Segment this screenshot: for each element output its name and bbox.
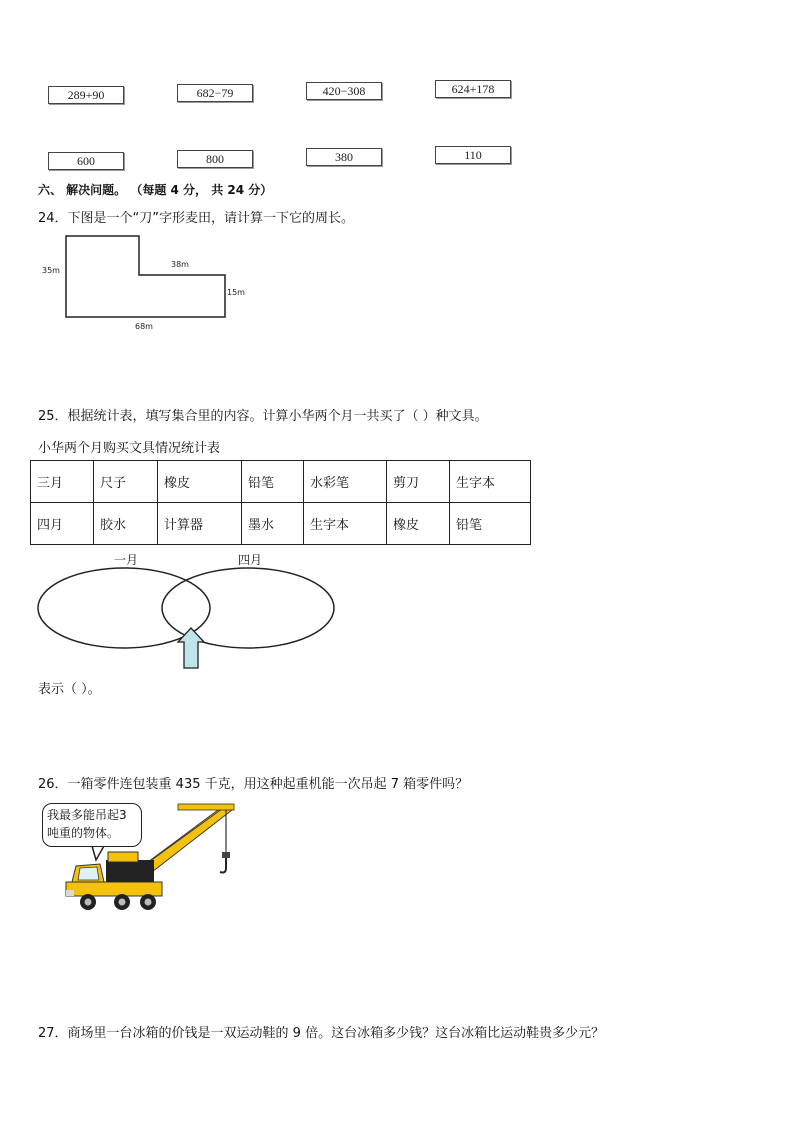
expression-box: 289+90 (48, 86, 124, 104)
table-row (31, 461, 531, 503)
table-row (31, 503, 531, 545)
label-top: 38m (171, 260, 189, 269)
expression-box: 682−79 (177, 84, 253, 102)
table-cell: 橡皮 (387, 503, 450, 545)
section-title: 六、 解决问题。 （每题 4 分， 共 24 分） (38, 183, 273, 197)
result-box: 800 (177, 150, 253, 168)
question-24: 24．下图是一个“刀”字形麦田，请计算一下它的周长。 (38, 211, 355, 226)
table-cell: 四月 (31, 503, 94, 545)
table-cell: 墨水 (242, 503, 304, 545)
table-cell: 计算器 (158, 503, 242, 545)
table-cell: 铅笔 (242, 461, 304, 503)
result-box: 110 (435, 146, 511, 164)
result-box: 380 (306, 148, 382, 166)
table-cell: 铅笔 (450, 503, 531, 545)
table-title: 小华两个月购买文具情况统计表 (38, 441, 221, 456)
table-cell: 三月 (31, 461, 94, 503)
table-cell: 橡皮 (158, 461, 242, 503)
question-26: 26．一箱零件连包装重 435 千克，用这种起重机能一次吊起 7 箱零件吗？ (38, 777, 469, 792)
expression-box: 624+178 (435, 80, 511, 98)
stationery-table (30, 460, 531, 545)
bubble-line: 吨重的物体。 (47, 826, 120, 840)
table-cell: 胶水 (94, 503, 158, 545)
venn-right-label: 四月 (238, 553, 263, 567)
label-left: 35m (42, 266, 60, 275)
table-cell: 生字本 (304, 503, 387, 545)
expression-box: 420−308 (306, 82, 382, 100)
bubble-tail (92, 846, 104, 860)
label-bottom: 68m (135, 322, 153, 331)
table-cell: 尺子 (94, 461, 158, 503)
venn-left-label: 一月 (114, 553, 139, 567)
table-cell: 生字本 (450, 461, 531, 503)
table-cell: 剪刀 (387, 461, 450, 503)
speech-bubble (42, 803, 142, 847)
bubble-line: 我最多能吊起3 (47, 808, 127, 822)
arrow-caption: 表示（ ）。 (38, 682, 101, 697)
label-right: 15m (227, 288, 245, 297)
field-shape (66, 236, 225, 317)
question-27: 27．商场里一台冰箱的价钱是一双运动鞋的 9 倍。这台冰箱多少钱？这台冰箱比运动鞋贵多少元？ (38, 1026, 605, 1041)
table-cell: 水彩笔 (304, 461, 387, 503)
result-box: 600 (48, 152, 124, 170)
question-25: 25．根据统计表，填写集合里的内容。计算小华两个月一共买了（ ）种文具。 (38, 409, 488, 424)
